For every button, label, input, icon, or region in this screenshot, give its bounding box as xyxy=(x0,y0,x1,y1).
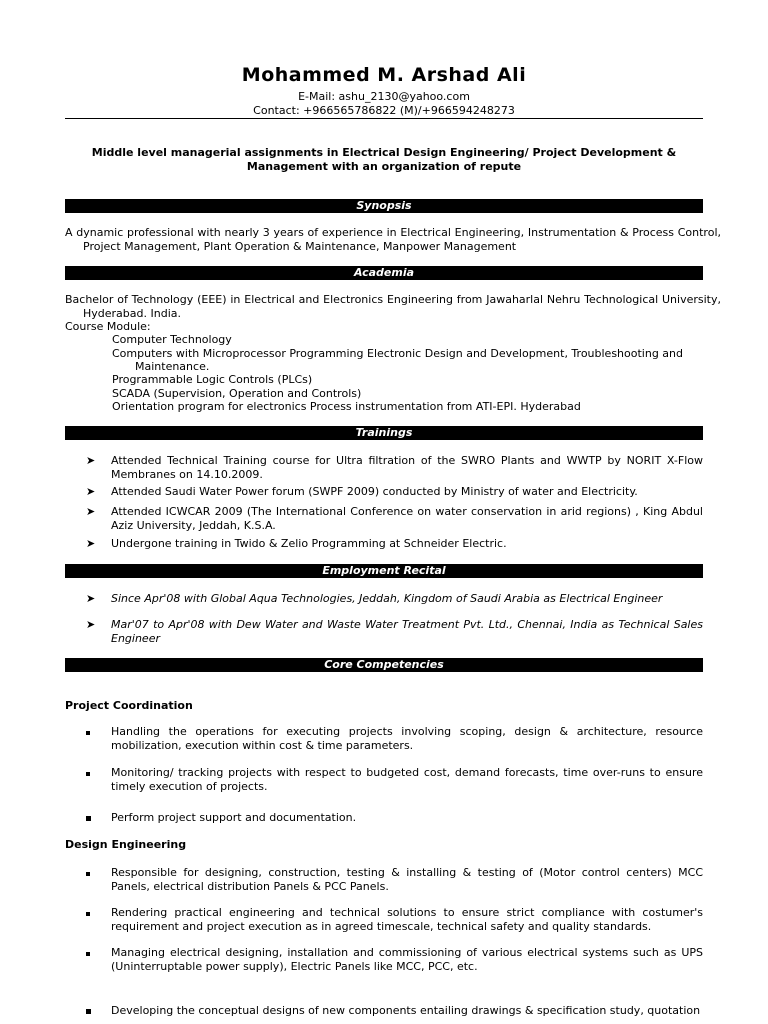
arrow-bullet-icon: ➤ xyxy=(86,592,96,605)
arrow-bullet-icon: ➤ xyxy=(86,505,96,518)
square-bullet-icon xyxy=(86,725,102,739)
square-bullet-icon xyxy=(86,946,102,960)
square-bullet-icon xyxy=(86,766,102,780)
competency-text: Handling the operations for executing projects involving scoping, design & architecture, resource mobilization, execution within cost & time parameters. xyxy=(111,725,703,752)
arrow-bullet-icon: ➤ xyxy=(86,454,96,467)
header-divider xyxy=(65,118,703,119)
competencies-header: Core Competencies xyxy=(65,658,703,672)
competency-text: Developing the conceptual designs of new components entailing drawings & specification study, quotation xyxy=(111,1004,701,1017)
square-bullet-icon xyxy=(86,906,102,920)
square-bullet-icon xyxy=(86,1004,102,1018)
competency-text: Monitoring/ tracking projects with respect to budgeted cost, demand forecasts, time over-runs to ensure timely execution of projects. xyxy=(111,766,703,793)
employment-text: Mar'07 to Apr'08 with Dew Water and Waste Water Treatment Pvt. Ltd., Chennai, India as Technical Sales Engineer xyxy=(111,618,703,645)
contact-line: Contact: +966565786822 (M)/+966594248273 xyxy=(253,104,515,117)
project-coordination-heading: Project Coordination xyxy=(65,699,193,712)
email-line: E-Mail: ashu_2130@yahoo.com xyxy=(298,90,470,103)
training-text: Attended ICWCAR 2009 (The International Conference on water conservation in arid regions) , King Abdul Aziz University, Jeddah, K.S.A. xyxy=(111,505,703,532)
training-text: Undergone training in Twido & Zelio Programming at Schneider Electric. xyxy=(111,537,507,550)
course-module-label: Course Module: xyxy=(65,320,151,333)
career-objective: Middle level managerial assignments in Electrical Design Engineering/ Project Development & Management with an organization of repute xyxy=(91,146,677,173)
square-bullet-icon xyxy=(86,866,102,880)
arrow-bullet-icon: ➤ xyxy=(86,485,96,498)
academia-header: Academia xyxy=(65,266,703,280)
training-text: Attended Saudi Water Power forum (SWPF 2009) conducted by Ministry of water and Electricity. xyxy=(111,485,638,498)
competency-text: Rendering practical engineering and technical solutions to ensure strict compliance with costumer's requirement and project execution as in agreed timescale, technical safety and quality standards. xyxy=(111,906,703,933)
module-item: SCADA (Supervision, Operation and Controls) xyxy=(112,387,362,400)
competency-text: Responsible for designing, construction, testing & installing & testing of (Motor control centers) MCC Panels, electrical distribution Panels & PCC Panels. xyxy=(111,866,703,893)
module-item: Computer Technology xyxy=(112,333,232,346)
competency-text: Perform project support and documentation. xyxy=(111,811,357,824)
training-text: Attended Technical Training course for Ultra filtration of the SWRO Plants and WWTP by NORIT X-Flow Membranes on 14.10.2009. xyxy=(111,454,703,481)
module-item-continuation: Maintenance. xyxy=(135,360,210,373)
design-engineering-heading: Design Engineering xyxy=(65,838,187,851)
employment-header: Employment Recital xyxy=(65,564,703,578)
module-item: Computers with Microprocessor Programming Electronic Design and Development, Troubleshooting and xyxy=(112,347,684,360)
square-bullet-icon xyxy=(86,811,102,825)
competency-text: Managing electrical designing, installation and commissioning of various electrical systems such as UPS (Uninterruptable power supply), Electric Panels like MCC, PCC, etc. xyxy=(111,946,703,973)
module-item: Orientation program for electronics Process instrumentation from ATI-EPI. Hyderabad xyxy=(112,400,581,413)
degree-text: Bachelor of Technology (EEE) in Electrical and Electronics Engineering from Jawaharlal Nehru Technological University, Hyderabad. India. xyxy=(65,293,721,320)
candidate-name: Mohammed M. Arshad Ali xyxy=(241,64,527,86)
synopsis-text: A dynamic professional with nearly 3 years of experience in Electrical Engineering, Instrumentation & Process Control, Project Management, Plant Operation & Maintenance, Manpower Management xyxy=(65,226,721,253)
arrow-bullet-icon: ➤ xyxy=(86,537,96,550)
employment-text: Since Apr'08 with Global Aqua Technologies, Jeddah, Kingdom of Saudi Arabia as Electrical Engineer xyxy=(111,592,663,605)
module-item: Programmable Logic Controls (PLCs) xyxy=(112,373,313,386)
synopsis-header: Synopsis xyxy=(65,199,703,213)
trainings-header: Trainings xyxy=(65,426,703,440)
arrow-bullet-icon: ➤ xyxy=(86,618,96,631)
